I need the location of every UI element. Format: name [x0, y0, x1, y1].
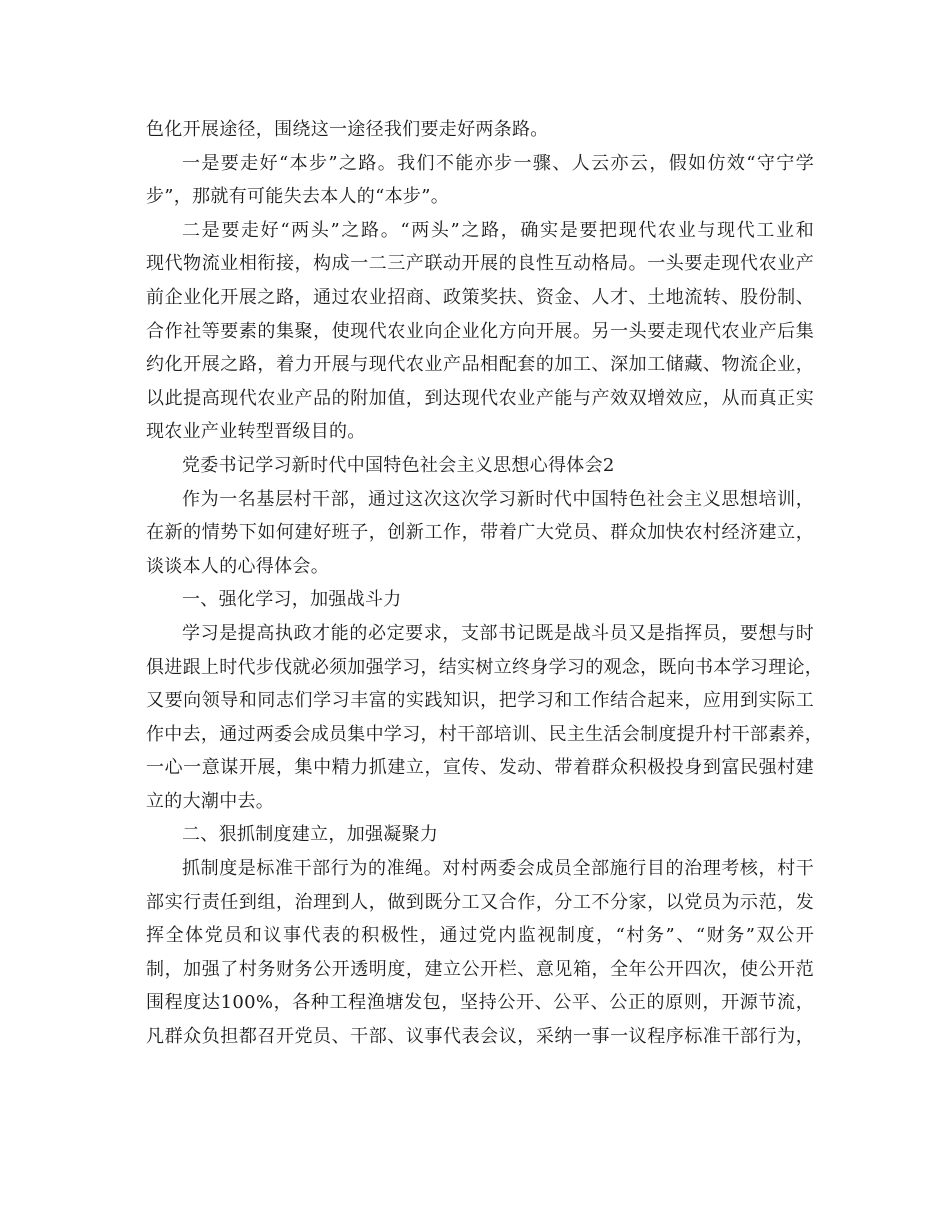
text-line: 以此提高现代农业产品的附加值，到达现代农业产能与产效双增效应，从而真正实: [146, 387, 814, 409]
text-line: 又要向领导和同志们学习丰富的实践知识，把学习和工作结合起来，应用到实际工: [146, 690, 814, 712]
section-heading: 一、强化学习，加强战斗力: [182, 589, 402, 611]
text-line: 在新的情势下如何建好班子，创新工作，带着广大党员、群众加快农村经济建立，: [146, 522, 814, 544]
text-line: 俱进跟上时代步伐就必须加强学习，结实树立终身学习的观念，既向书本学习理论，: [146, 656, 824, 678]
text-line: 现农业产业转型晋级目的。: [146, 421, 366, 443]
text-line: 学习是提高执政才能的必定要求，支部书记既是战斗员又是指挥员，要想与时: [182, 622, 814, 644]
text-line: 挥全体党员和议事代表的积极性，通过党内监视制度，“村务”、“财务”双公开: [146, 925, 814, 947]
text-line: 制，加强了村务财务公开透明度，建立公开栏、意见箱，全年公开四次，使公开范: [146, 958, 814, 980]
text-line: 步”，那就有可能失去本人的“本步”。: [146, 186, 450, 208]
text-line: 凡群众负担都召开党员、干部、议事代表会议，采纳一事一议程序标准干部行为，: [146, 1026, 814, 1048]
text-line: 部实行责任到组，治理到人，做到既分工又合作，分工不分家，以党员为示范，发: [146, 891, 814, 913]
document-body: [146, 113, 824, 1054]
text-line: 谈谈本人的心得体会。: [146, 555, 329, 577]
text-line: 作中去，通过两委会成员集中学习，村干部培训、民主生活会制度提升村干部素养，: [146, 723, 824, 745]
text-line: 立的大潮中去。: [146, 790, 275, 812]
section-heading: 二、狠抓制度建立，加强凝聚力: [182, 824, 439, 846]
text-line: 现代物流业相衔接，构成一二三产联动开展的良性互动格局。一头要走现代农业产: [146, 253, 814, 275]
text-line: 前企业化开展之路，通过农业招商、政策奖扶、资金、人才、土地流转、股份制、: [146, 286, 814, 308]
text-line: 一是要走好“本步”之路。我们不能亦步一骤、人云亦云，假如仿效“守宁学: [182, 152, 814, 174]
text-line: 约化开展之路，着力开展与现代农业产品相配套的加工、深加工储藏、物流企业，: [146, 354, 814, 376]
text-line: 一心一意谋开展，集中精力抓建立，宣传、发动、带着群众积极投身到富民强村建: [146, 757, 814, 779]
text-line: 合作社等要素的集聚，使现代农业向企业化方向开展。另一头要走现代农业产后集: [146, 320, 814, 342]
text-line: 作为一名基层村干部，通过这次这次学习新时代中国特色社会主义思想培训，: [182, 488, 814, 510]
text-line: 二是要走好“两头”之路。“两头”之路，确实是要把现代农业与现代工业和: [182, 219, 814, 241]
section-title: 党委书记学习新时代中国特色社会主义思想心得体会2: [182, 454, 615, 476]
text-line: 色化开展途径，围绕这一途径我们要走好两条路。: [146, 119, 549, 140]
text-line: 围程度达100%，各种工程渔塘发包，坚持公开、公平、公正的原则，开源节流，: [146, 992, 814, 1014]
text-line: 抓制度是标准干部行为的准绳。对村两委会成员全部施行目的治理考核，村干: [182, 858, 814, 880]
